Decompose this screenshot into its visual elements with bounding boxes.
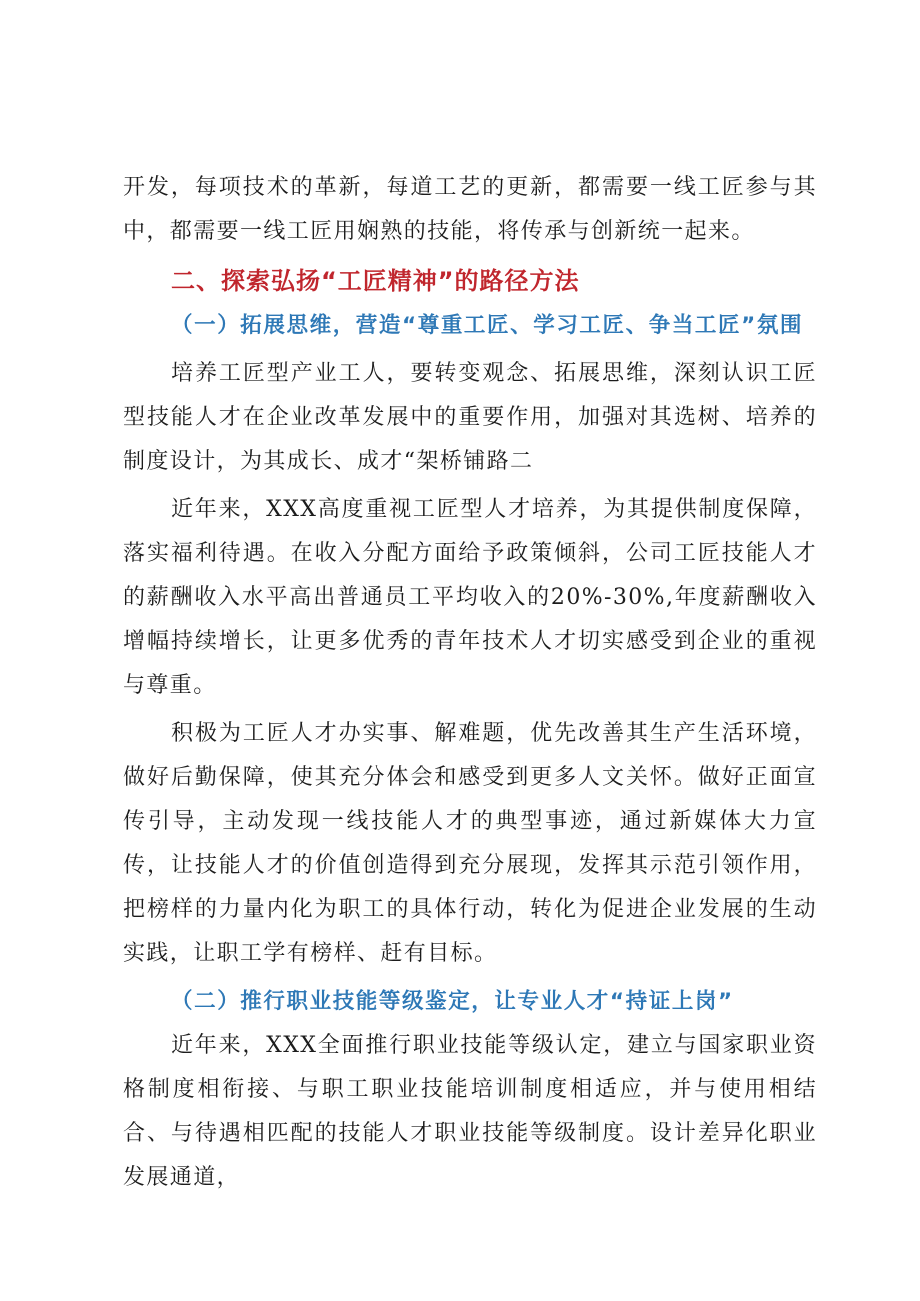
intro-paragraph: 开发，每项技术的革新，每道工艺的更新，都需要一线工匠参与其中，都需要一线工匠用娴熟的技能，将传承与创新统一起来。 bbox=[123, 175, 817, 244]
paragraph-4: 近年来，XXX全面推行职业技能等级认定，建立与国家职业资格制度相衔接、与职工职业技能培训制度相适应，并与使用相结合、与待遇相匹配的技能人才职业技能等级制度。设计差异化职业发展通道， bbox=[123, 1033, 817, 1190]
section-heading: 二、探索弘扬“工匠精神”的路径方法 bbox=[171, 267, 580, 295]
document-body bbox=[123, 166, 817, 1200]
subheading-1: （一）拓展思维，营造“尊重工匠、学习工匠、争当工匠”氛围 bbox=[171, 313, 804, 338]
paragraph-1: 培养工匠型产业工人，要转变观念、拓展思维，深刻认识工匠型技能人才在企业改革发展中的重要作用，加强对其选树、培养的制度设计，为其成长、成才“架桥铺路二 bbox=[123, 361, 817, 474]
paragraph-2: 近年来，XXX高度重视工匠型人才培养，为其提供制度保障，落实福利待遇。在收入分配方面给予政策倾斜，公司工匠技能人才的薪酬收入水平高出普通员工平均收入的20%-30%,年度薪酬收入增幅持续增长，让更多优秀的青年技术人才切实感受到企业的重视与尊重。 bbox=[123, 497, 817, 698]
subheading-2: （二）推行职业技能等级鉴定，让专业人才“持证上岗” bbox=[171, 989, 734, 1014]
paragraph-3: 积极为工匠人才办实事、解难题，优先改善其生产生活环境，做好后勤保障，使其充分体会和感受到更多人文关怀。做好正面宣传引导，主动发现一线技能人才的典型事迹，通过新媒体大力宣传，让技能人才的价值创造得到充分展现，发挥其示范引领作用，把榜样的力量内化为职工的具体行动，转化为促进企业发展的生动实践，让职工学有榜样、赶有目标。 bbox=[123, 721, 817, 966]
